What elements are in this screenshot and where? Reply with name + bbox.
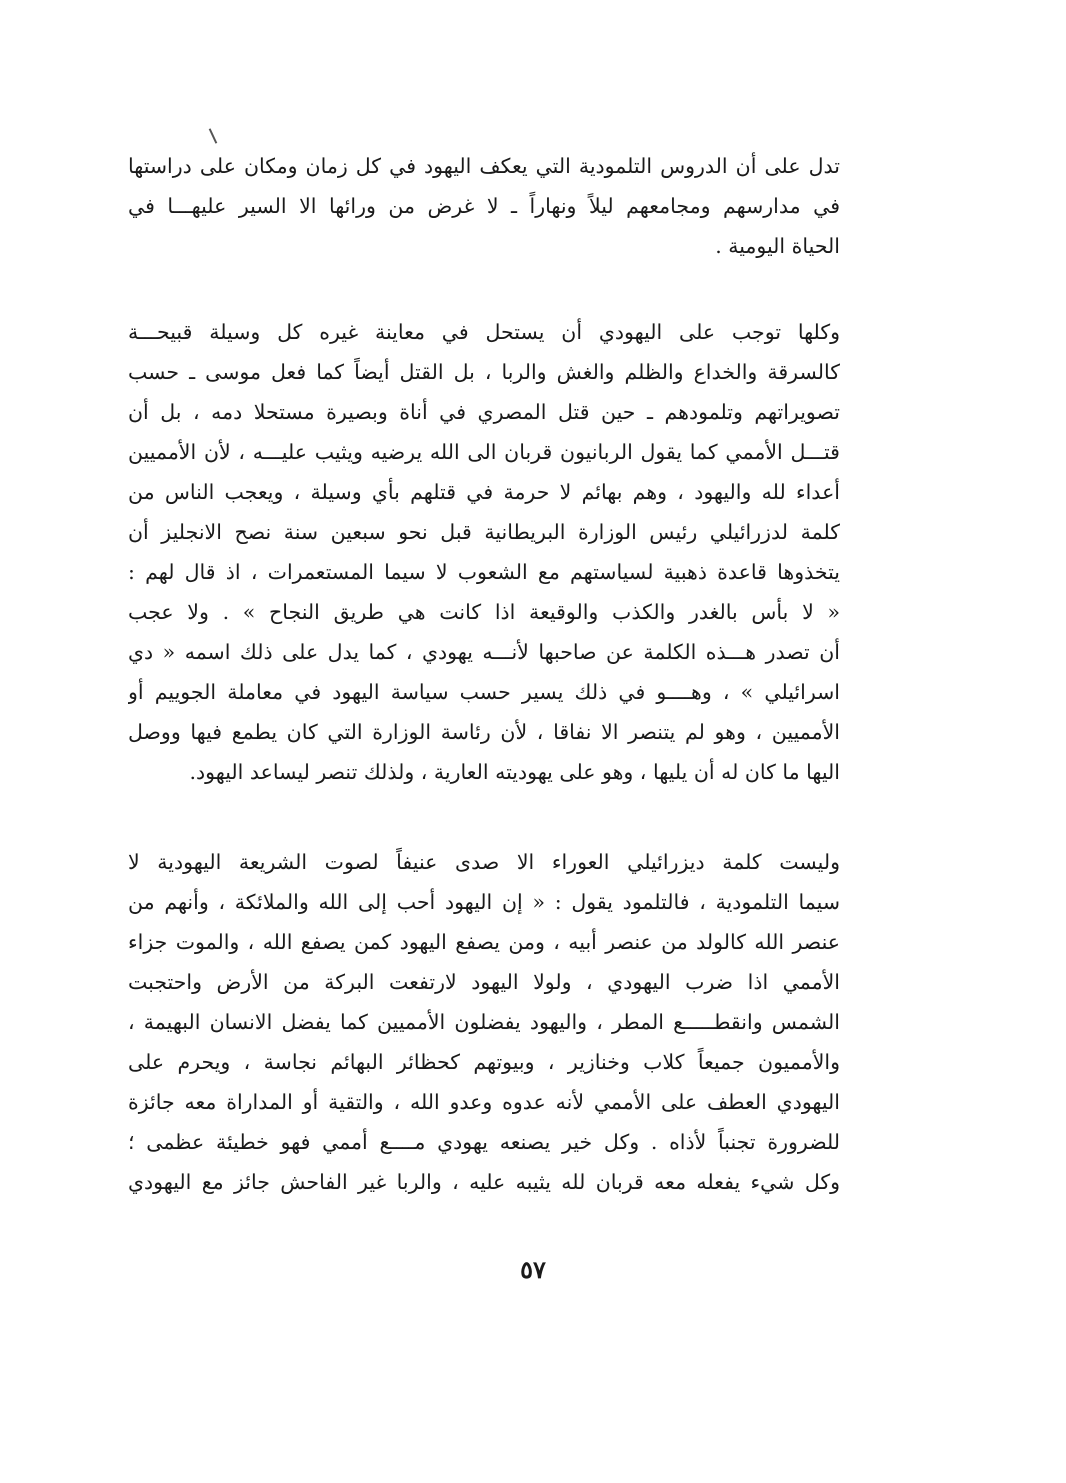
text-line: وكلها توجب على اليهودي أن يستحل في معاينة غيره كل وسيلة قبيحـــة: [128, 320, 840, 344]
text-line: للضرورة تجنباً لأذاه . وكل خير يصنعه يهودي مــــع أممي فهو خطيئة عظمى ؛: [128, 1130, 840, 1154]
text-line: تصويراتهم وتلمودهم ـ حين قتل المصري في أناة وبصيرة مستحلا دمه ، بل أن: [128, 400, 840, 424]
text-line: تدل على أن الدروس التلمودية التي يعكف اليهود في كل زمان ومكان على دراستها: [128, 154, 840, 178]
text-line: اليهودي العطف على الأممي لأنه عدوه وعدو الله ، والتقية أو المداراة معه جائزة: [128, 1090, 840, 1114]
text-line: سيما التلمودية ، فالتلمود يقول : « إن اليهود أحب إلى الله والملائكة ، وأنهم من: [128, 890, 840, 914]
text-line: يتخذوها قاعدة ذهبية لسياستهم مع الشعوب لا سيما المستعمرات ، اذ قال لهم :: [128, 560, 840, 584]
paragraph-1: [128, 146, 840, 266]
text-line: وليست كلمة ديزرائيلي العوراء الا صدى عنيفاً لصوت الشريعة اليهودية لا: [128, 850, 840, 874]
text-line: كلمة لدزرائيلي رئيس الوزارة البريطانية قبل نحو سبعين سنة نصح الانجليز أن: [128, 520, 840, 544]
stray-pen-mark: [209, 128, 218, 143]
text-line: أن تصدر هـــذه الكلمة عن صاحبها لأنـــه يهودي ، كما يدل على ذلك اسمه « دي: [128, 640, 840, 664]
text-line: وكل شيء يفعله معه قربان لله يثيبه عليه ، والربا غير الفاحش جائز مع اليهودي: [128, 1170, 840, 1194]
text-line: « لا بأس بالغدر والكذب والوقيعة اذا كانت هي طريق النجاح » . ولا عجب: [128, 600, 840, 624]
text-line: قتـــل الأممي كما يقول الربانيون قربان الى الله يرضيه ويثيب عليـــه ، لأن الأمميين: [128, 440, 840, 464]
page-number: ٥٧: [520, 1255, 546, 1284]
text-line: الأمميين ، وهو لم يتنصر الا نفاقا ، لأن رئاسة الوزارة التي كان يطمع فيها ووصل: [128, 720, 840, 744]
text-line: أعداء لله واليهود ، وهم بهائم لا حرمة في قتلهم بأي وسيلة ، ويعجب الناس من: [128, 480, 840, 504]
paragraph-3: [128, 842, 840, 1202]
paragraph-2: [128, 312, 840, 792]
text-line: الشمس وانقطـــــع المطر ، واليهود يفضلون الأمميين كما يفضل الانسان البهيمة ،: [128, 1010, 840, 1034]
text-line: اليها ما كان له أن يليها ، وهو على يهوديته العارية ، ولذلك تنصر ليساعد اليهود.: [189, 760, 840, 784]
text-line: عنصر الله كالولد من عنصر أبيه ، ومن يصفع اليهود كمن يصفع الله ، والموت جزاء: [128, 930, 840, 954]
text-line: الحياة اليومية .: [715, 234, 840, 258]
text-line: اسرائيلي » ، وهــــو في ذلك يسير حسب سياسة اليهود في معاملة الجوييم أو: [128, 680, 840, 704]
text-line: في مدارسهم ومجامعهم ليلاً ونهاراً ـ لا غرض من ورائها الا السير عليهـــا في: [128, 194, 840, 218]
text-line: والأمميون جميعاً كلاب وخنازير ، وبيوتهم كحظائر البهائم نجاسة ، ويحرم على: [128, 1050, 840, 1074]
text-line: كالسرقة والخداع والظلم والغش والربا ، بل القتل أيضاً كما فعل موسى ـ حسب: [128, 360, 840, 384]
text-line: الأممي اذا ضرب اليهودي ، ولولا اليهود لارتفعت البركة من الأرض واحتجبت: [128, 970, 840, 994]
